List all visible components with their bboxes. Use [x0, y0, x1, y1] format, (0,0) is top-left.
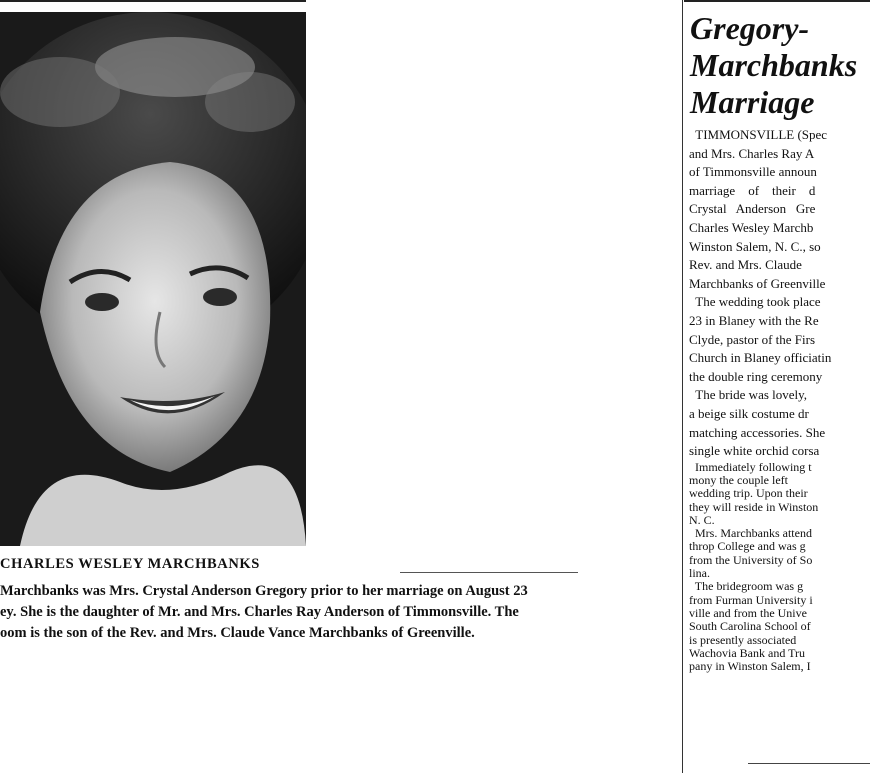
article-line: The bride was lovely,: [689, 387, 808, 403]
headline-line: Marchbanks: [690, 47, 858, 83]
article-line: Mrs. Marchbanks attend: [689, 526, 812, 541]
article-line: Winston Salem, N. C., so: [689, 238, 821, 254]
photo-caption-line: oom is the son of the Rev. and Mrs. Claude Vance Marchbanks of Greenville.: [0, 625, 475, 641]
article-line: Wachovia Bank and Tru: [689, 645, 806, 660]
article-line: mony the couple left: [689, 472, 788, 487]
article-line: The wedding took place: [689, 294, 821, 310]
caption-divider: [400, 572, 578, 573]
article-line: matching accessories. She: [689, 424, 826, 440]
article-line: a beige silk costume dr: [689, 405, 809, 421]
article-line: wedding trip. Upon their: [689, 486, 808, 501]
article-line: lina.: [689, 566, 710, 581]
article-line: single white orchid corsa: [689, 443, 820, 459]
article-line: of Timmonsville announ: [689, 164, 817, 180]
article-line: TIMMONSVILLE (Spec: [689, 127, 828, 142]
article-line: Charles Wesley Marchb: [689, 219, 814, 235]
article-line: Marchbanks of Greenville: [689, 275, 826, 291]
article-line: is presently associated: [689, 632, 797, 647]
article-line: from the University of So: [689, 552, 813, 567]
article-headline: [690, 10, 857, 121]
headline-line: Gregory-: [690, 10, 810, 46]
photo-caption-line: Marchbanks was Mrs. Crystal Anderson Gregory prior to her marriage on August 23: [0, 583, 528, 599]
article-line: throp College and was g: [689, 539, 806, 554]
article-line: Crystal Anderson Gre: [689, 201, 816, 217]
article-line: Rev. and Mrs. Claude: [689, 257, 802, 273]
article-line: the double ring ceremony: [689, 368, 823, 384]
article-line: they will reside in Winston: [689, 499, 819, 514]
column-divider: [682, 0, 683, 773]
article-line: The bridegroom was g: [689, 579, 804, 594]
article-line: Church in Blaney officiatin: [689, 350, 832, 366]
article-line: 23 in Blaney with the Re: [689, 312, 819, 328]
article-line: marriage of their d: [689, 182, 816, 198]
photo-caption-line: ey. She is the daughter of Mr. and Mrs. Charles Ray Anderson of Timmonsville. The: [0, 604, 519, 620]
article-line: from Furman University i: [689, 592, 813, 607]
article-line: ville and from the Unive: [689, 605, 807, 620]
photo-caption-title: CHARLES WESLEY MARCHBANKS: [0, 556, 260, 572]
article-line: pany in Winston Salem, I: [689, 659, 811, 674]
article-line: Immediately following t: [689, 459, 812, 474]
headline-line: Marriage: [690, 84, 815, 120]
article-line: Clyde, pastor of the Firs: [689, 331, 816, 347]
portrait-photo: [0, 12, 306, 546]
article-end-rule: [748, 763, 870, 764]
top-rule-right: [684, 0, 870, 2]
top-rule-left: [0, 0, 306, 2]
article-line: and Mrs. Charles Ray A: [689, 145, 815, 161]
article-body: [689, 126, 870, 673]
article-line: South Carolina School of: [689, 619, 811, 634]
article-line: N. C.: [689, 512, 715, 527]
